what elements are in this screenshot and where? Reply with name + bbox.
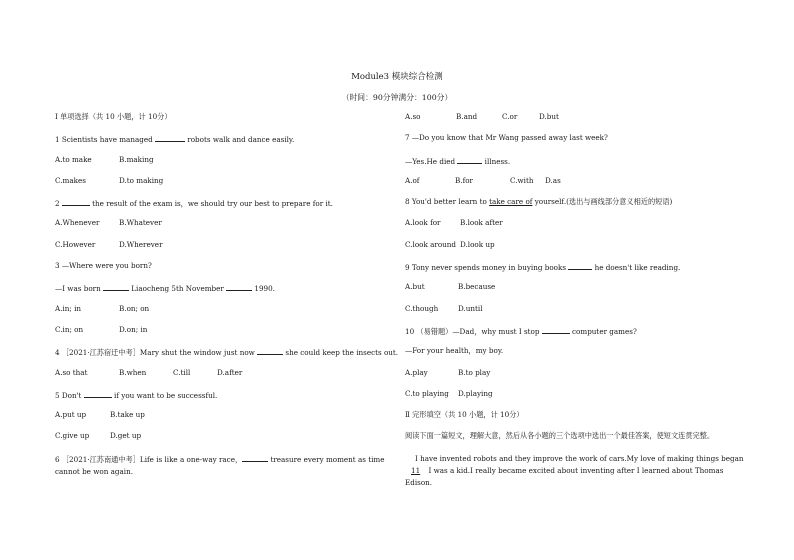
question-8-options-row-2 bbox=[405, 240, 750, 261]
question-3-options-row-2 bbox=[55, 325, 385, 346]
document-subtitle: （时间：90分钟满分：100分） bbox=[341, 93, 453, 102]
answer-blank bbox=[568, 261, 592, 270]
answer-blank bbox=[84, 389, 112, 398]
question-3-text-start: —I was born bbox=[55, 284, 103, 294]
question-4-stem bbox=[55, 346, 399, 367]
question-1-stem bbox=[55, 133, 385, 154]
question-2-stem bbox=[55, 197, 385, 218]
option-d: D.get up bbox=[110, 431, 142, 441]
question-7-options bbox=[405, 176, 750, 197]
option-c: C.makes bbox=[55, 175, 86, 185]
question-3-response bbox=[55, 282, 385, 303]
question-9-text-start: 9 Tony never spends money in buying books bbox=[405, 263, 569, 273]
option-b: B.look after bbox=[460, 218, 503, 228]
question-10-response: —For your health，my boy. bbox=[405, 346, 504, 356]
question-7-text-start: —Yes.He died bbox=[405, 156, 458, 166]
option-d: D.as bbox=[545, 175, 561, 185]
option-a: A.of bbox=[405, 175, 420, 185]
question-8-options-row-1 bbox=[405, 218, 750, 239]
underlined-phrase: take care of bbox=[489, 197, 533, 207]
question-7-response bbox=[405, 155, 750, 176]
question-9-text-end: he doesn't like reading. bbox=[592, 263, 681, 273]
question-10-text-start: 10 （易错题）—Dad，why must I stop bbox=[405, 326, 542, 336]
option-b: B.take up bbox=[110, 410, 145, 420]
question-7-stem: 7 —Do you know that Mr Wang passed away last week? bbox=[405, 133, 608, 143]
question-4-text-start: 4 ［2021·江苏宿迁中考］Mary shut the window just now bbox=[55, 348, 258, 358]
question-1-options-row-1 bbox=[55, 155, 385, 176]
question-9-options-row-1 bbox=[405, 282, 750, 303]
answer-blank bbox=[155, 133, 185, 142]
answer-blank bbox=[103, 282, 129, 291]
question-2-text-start: 2 bbox=[55, 199, 62, 209]
question-3-options-row-1 bbox=[55, 304, 385, 325]
blank-number: 11 bbox=[411, 465, 421, 475]
answer-blank bbox=[542, 325, 570, 334]
question-4-options bbox=[55, 368, 385, 389]
option-c: C.to playing bbox=[405, 388, 449, 398]
option-b: B.and bbox=[456, 112, 478, 121]
option-c: C.with bbox=[510, 175, 534, 185]
option-a: A.in; in bbox=[55, 303, 82, 313]
answer-blank bbox=[226, 282, 252, 291]
option-c: C.look around bbox=[405, 239, 457, 249]
option-d: D.after bbox=[217, 367, 243, 377]
question-5-options-row-1 bbox=[55, 410, 385, 431]
option-b: B.on; on bbox=[119, 303, 150, 313]
section-heading-single-choice: Ⅰ 单项选择（共 10 小题，计 10分） bbox=[55, 112, 172, 121]
option-c: C.till bbox=[173, 367, 191, 377]
option-d: D.on; in bbox=[119, 324, 148, 334]
option-b: B.for bbox=[455, 175, 473, 185]
option-a: A.but bbox=[405, 282, 425, 292]
option-c: C.in; on bbox=[55, 324, 84, 334]
cloze-passage bbox=[405, 453, 750, 489]
question-3-stem: 3 —Where were you born? bbox=[55, 261, 152, 271]
option-d: D.playing bbox=[458, 388, 493, 398]
option-c: C.give up bbox=[55, 431, 90, 441]
question-7-text-end: illness. bbox=[482, 156, 511, 166]
question-6-text-start: 6 ［2021·江苏南通中考］Life is like a one-way race， bbox=[55, 454, 243, 464]
option-a: A.look for bbox=[405, 218, 441, 228]
answer-blank bbox=[457, 155, 482, 164]
question-10-options-row-2 bbox=[405, 389, 750, 410]
question-5-text-start: 5 Don't bbox=[55, 390, 84, 400]
question-10-options-row-1 bbox=[405, 368, 750, 389]
question-9-options-row-2 bbox=[405, 304, 750, 325]
question-2-options-row-1 bbox=[55, 218, 385, 239]
question-8-text-start: 8 You'd better learn to bbox=[405, 197, 490, 207]
option-a: A.Whenever bbox=[55, 218, 100, 228]
question-6-stem bbox=[55, 453, 385, 478]
option-c: C.or bbox=[502, 112, 518, 121]
question-4-text-end: she could keep the insects out. bbox=[283, 348, 399, 358]
option-d: D.look up bbox=[460, 239, 495, 249]
option-a: A.put up bbox=[55, 410, 87, 420]
question-5-text-end: if you want to be successful. bbox=[111, 390, 218, 400]
question-5-stem bbox=[55, 389, 385, 410]
left-column bbox=[55, 112, 399, 489]
answer-blank bbox=[62, 197, 90, 206]
question-1-text-end: robots walk and dance easily. bbox=[185, 135, 295, 145]
right-column bbox=[405, 112, 750, 500]
question-1-options-row-2 bbox=[55, 176, 385, 197]
question-8-text-end: yourself.(选出与画线部分意义相近的短语) bbox=[532, 197, 673, 207]
option-a: A.so that bbox=[55, 367, 88, 377]
option-a: A.so bbox=[405, 112, 421, 121]
question-8-stem bbox=[405, 197, 750, 218]
question-9-stem bbox=[405, 261, 750, 282]
question-1-text-start: 1 Scientists have managed bbox=[55, 135, 155, 145]
question-6-options bbox=[405, 112, 750, 133]
option-b: B.Whatever bbox=[119, 218, 162, 228]
option-d: D.but bbox=[539, 112, 559, 121]
question-3-text-end: 1990. bbox=[252, 284, 275, 294]
answer-blank bbox=[242, 453, 268, 462]
passage-text-end: I was a kid.I really became excited about inventing after I learned about Thomas Edison. bbox=[405, 465, 724, 487]
answer-blank bbox=[257, 346, 283, 355]
section-heading-cloze: Ⅱ 完形填空（共 10 小题，计 10分） bbox=[405, 410, 524, 420]
question-2-text-end: the result of the exam is，we should try our best to prepare for it. bbox=[89, 199, 333, 209]
question-2-options-row-2 bbox=[55, 240, 385, 261]
passage-text-start: I have invented robots and they improve the work of cars.My love of making things began bbox=[415, 453, 744, 463]
question-5-options-row-2 bbox=[55, 431, 385, 452]
option-d: D.to making bbox=[119, 175, 164, 185]
option-b: B.making bbox=[119, 154, 154, 164]
question-6-text-end: treasure every moment as time cannot be won again. bbox=[55, 454, 385, 476]
cloze-instructions: 阅读下面一篇短文，理解大意，然后从各小题的三个选项中选出一个最佳答案，使短文连贯完整。 bbox=[405, 431, 715, 441]
option-b: B.to play bbox=[458, 367, 491, 377]
option-c: C.though bbox=[405, 303, 439, 313]
option-a: A.play bbox=[405, 367, 428, 377]
question-3-text-middle: Liaocheng 5th November bbox=[129, 284, 227, 294]
question-10-stem bbox=[405, 325, 750, 346]
option-b: B.because bbox=[458, 282, 496, 292]
option-d: D.Wherever bbox=[119, 239, 163, 249]
question-10-text-end: computer games? bbox=[569, 326, 637, 336]
option-b: B.when bbox=[119, 367, 147, 377]
document-title: Module3 模块综合检测 bbox=[351, 72, 443, 82]
option-c: C.However bbox=[55, 239, 96, 249]
option-a: A.to make bbox=[55, 154, 92, 164]
option-d: D.until bbox=[458, 303, 483, 313]
